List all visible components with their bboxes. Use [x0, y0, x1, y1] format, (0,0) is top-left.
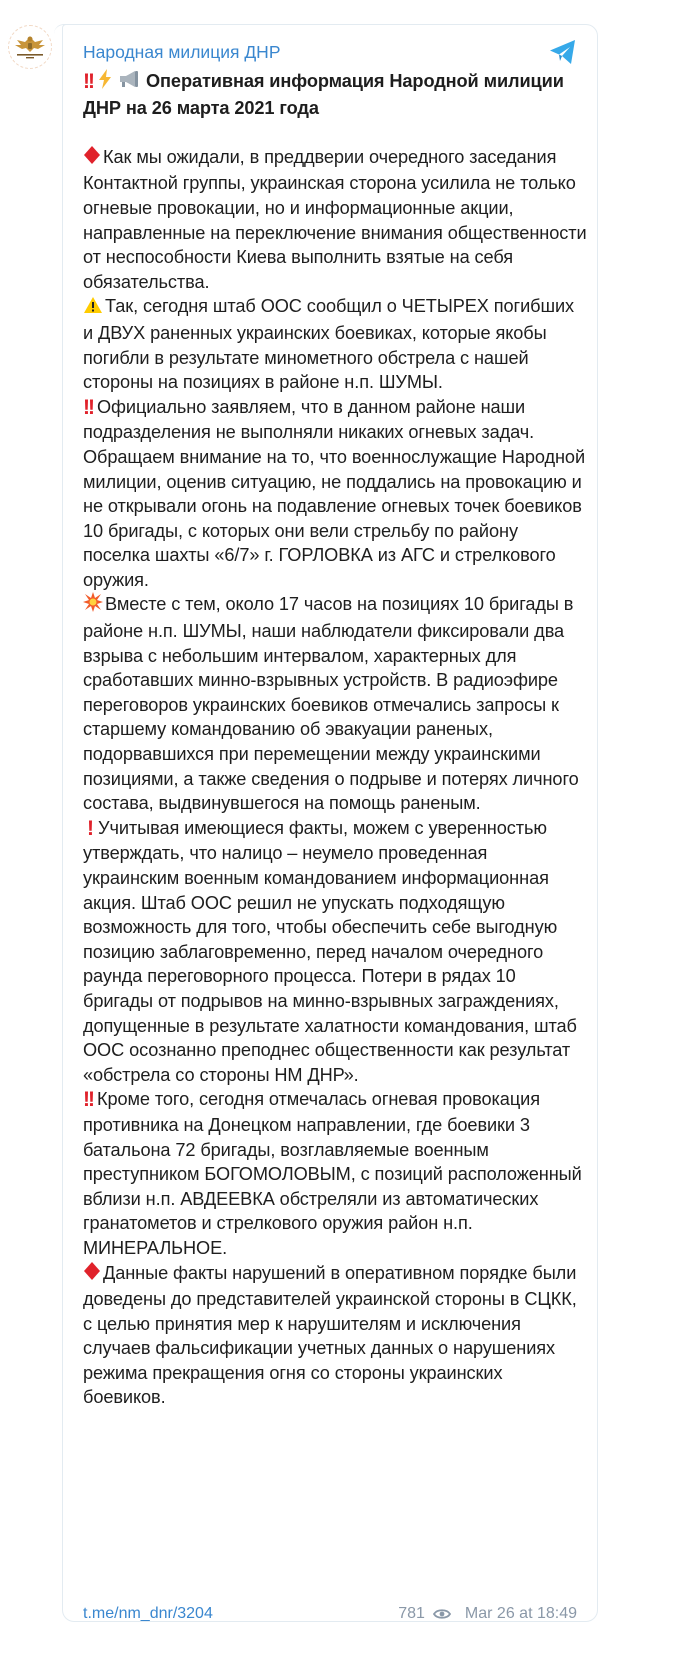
- red-diamond-icon: [83, 1261, 101, 1288]
- telegram-icon[interactable]: [549, 39, 577, 65]
- lightning-icon: [97, 69, 113, 96]
- post-title-text: Оперативная информация Народной милиции ДНР на 26 марта 2021 года: [83, 71, 564, 118]
- post-paragraph: !! Кроме того, сегодня отмечалась огневая провокация противника на Донецком направлении, где боевики 3 батальона 72 бригады, возглавляемые военным преступником БОГОМОЛОВЫМ, с позиций расположенный вблизи н.п. АВДЕЕВКА обстреляли из автоматических гранатометов и стрелкового оружия район н.п. МИНЕРАЛЬНОЕ.: [83, 1088, 582, 1258]
- post-permalink[interactable]: t.me/nm_dnr/3204: [83, 1605, 213, 1622]
- channel-avatar[interactable]: [8, 25, 52, 69]
- post-body: [83, 69, 588, 1410]
- view-count: 781: [398, 1605, 425, 1622]
- post-paragraph: Данные факты нарушений в оперативном порядке были доведены до представителей украинской стороны в СЦКК, с целью принятия мер к нарушителям и исключения случаев фальсификации учетных данных о нарушениях режима прекращения огня со стороны украинских боевиков.: [83, 1262, 577, 1408]
- post-paragraph: Вместе с тем, около 17 часов на позициях 10 бригады в районе н.п. ШУМЫ, наши наблюдатели фиксировали два взрыва с небольшим интервалом, характерных для сработавших минно-взрывных устройств. В радиоэфире переговоров украинских боевиков отмечались запросы к старшему командованию об эвакуации раненых, подорвавшихся при перемещении между украинскими позициями, а также сведения о подрыве и потерях личного состава, выдвинувшегося на помощь раненым.: [83, 594, 579, 814]
- warning-icon: [83, 296, 103, 321]
- collision-icon: [83, 592, 103, 619]
- eye-icon: [433, 1608, 451, 1620]
- double-exclamation-icon: !!: [83, 1088, 93, 1112]
- exclamation-icon: !: [87, 816, 92, 840]
- double-exclamation-icon: !!: [83, 70, 93, 93]
- post-timestamp: Mar 26 at 18:49: [464, 1605, 577, 1622]
- channel-name-link[interactable]: Народная милиция ДНР: [83, 42, 281, 62]
- post-meta: [398, 1604, 577, 1624]
- red-diamond-icon: [83, 145, 101, 172]
- post-paragraph: Как мы ожидали, в преддверии очередного заседания Контактной группы, украинская сторона усилила не только огневые провокации, но и информационные акции, направленные на переключение внимания общественности от неспособности Киева выполнить взятые на себя обязательства.: [83, 146, 587, 292]
- post-paragraph: !! Официально заявляем, что в данном районе наши подразделения не выполняли никаких огневых задач. Обращаем внимание на то, что военнослужащие Народной милиции, оценив ситуацию, не поддались на провокацию и не открывали огонь на подавление огневых точек боевиков 10 бригады, с которых они вели стрельбу по району поселка шахты «6/7» г. ГОРЛОВКА из АГС и стрелкового оружия.: [83, 395, 586, 590]
- post-card: [62, 24, 598, 1622]
- double-exclamation-icon: !!: [83, 395, 93, 419]
- eagle-emblem-icon: [11, 28, 49, 66]
- post-title: [83, 69, 588, 120]
- megaphone-icon: [118, 69, 140, 96]
- post-paragraph: Так, сегодня штаб ООС сообщил о ЧЕТЫРЕХ погибших и ДВУХ раненных украинских боевиках, которые якобы погибли в результате минометного обстрела с нашей стороны на позициях в районе н.п. ШУМЫ.: [83, 296, 574, 393]
- post-paragraph: ! Учитывая имеющиеся факты, можем с уверенностью утверждать, что налицо – неумело проведенная украинским военным командованием информационная акция. Штаб ООС решил не упускать подходящую возможность для того, чтобы обеспечить себе выгодную позицию заблаговременно, перед началом очередного раунда переговорного процесса. Потери в рядах 10 бригады от подрывов на минно-взрывных заграждениях, допущенные в результате халатности командования, штаб ООС осознанно преподнес общественности как результат «обстрела со стороны НМ ДНР».: [83, 816, 577, 1085]
